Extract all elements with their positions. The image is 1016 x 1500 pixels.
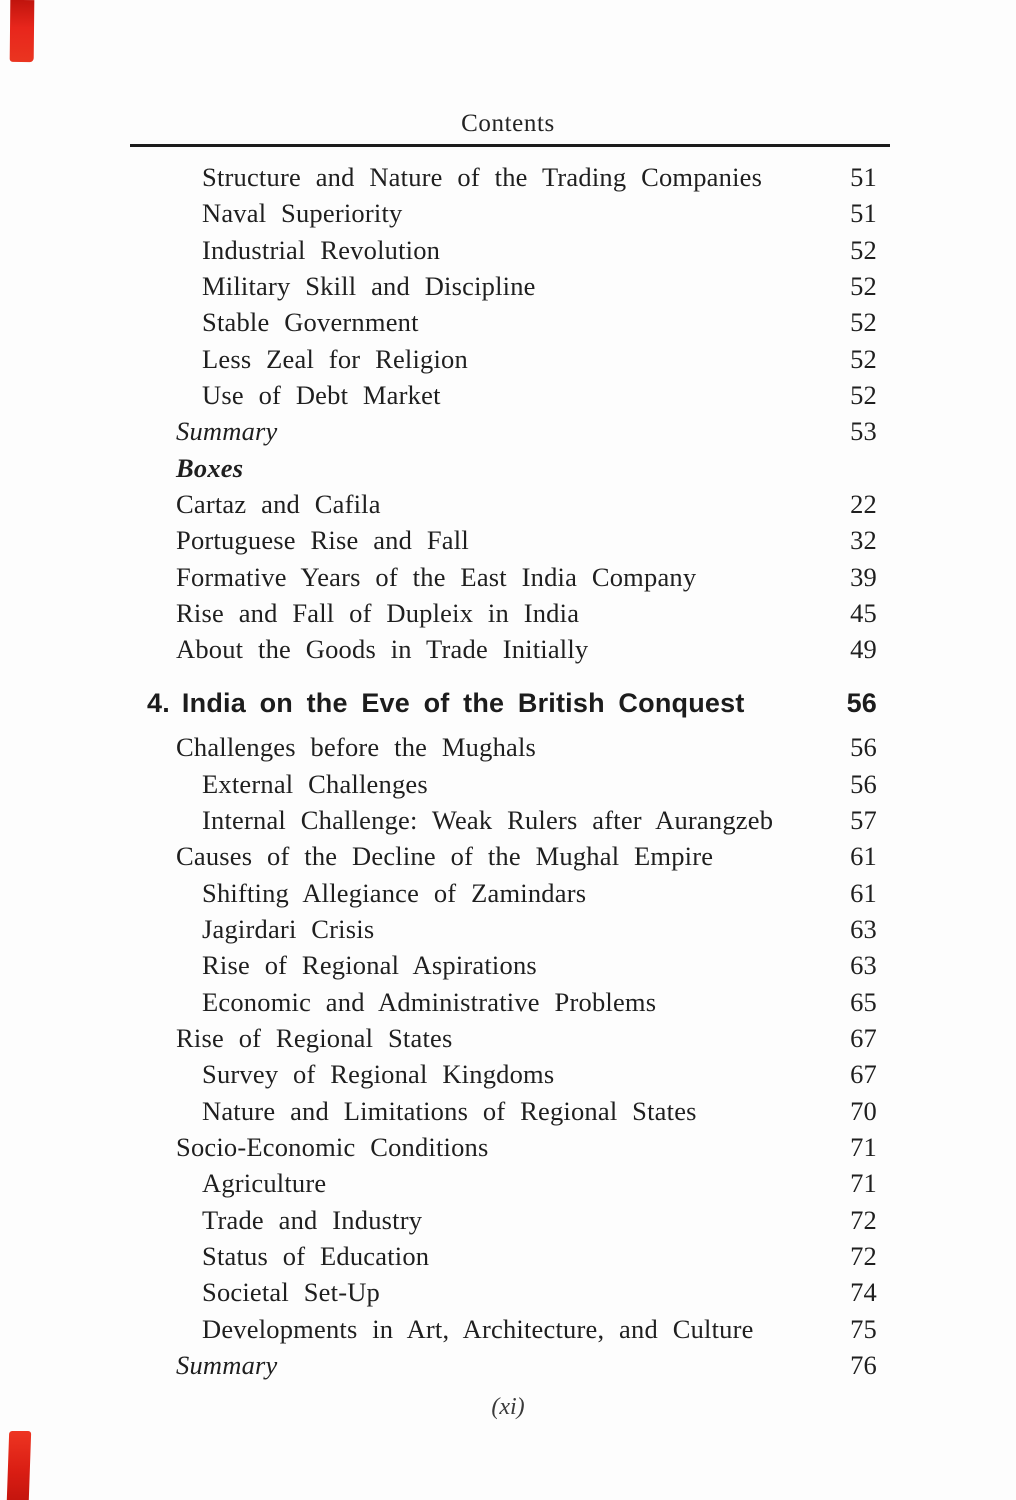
toc-entry-page: 56 <box>846 687 877 718</box>
toc-entry-title: Industrial Revolution <box>202 234 441 265</box>
header-rule <box>130 144 890 147</box>
toc-entry-title: Boxes <box>176 452 244 483</box>
toc-entry-title: Developments in Art, Architecture, and Culture <box>202 1313 754 1344</box>
toc-entry <box>130 838 890 874</box>
toc-entry-page: 52 <box>850 380 877 411</box>
toc-entry <box>130 595 890 631</box>
red-cover-edge-mark-bottom <box>7 1431 31 1500</box>
toc-entry-page: 71 <box>850 1168 877 1199</box>
toc-entry <box>130 413 890 449</box>
toc-entry-title: Cartaz and Cafila <box>176 489 381 520</box>
toc-entry-page: 75 <box>850 1313 877 1344</box>
contents-heading: Contents <box>461 110 555 137</box>
toc-entry <box>130 341 890 377</box>
toc-entry-title: Shifting Allegiance of Zamindars <box>202 877 587 908</box>
toc-entry-page: 67 <box>850 1022 877 1053</box>
toc-entry <box>130 947 890 983</box>
toc-entry-page: 45 <box>850 598 877 629</box>
folio-page-number: (xi) <box>491 1394 525 1420</box>
toc-entry-page: 70 <box>850 1095 877 1126</box>
toc-entry-title: Internal Challenge: Weak Rulers after Aurangzeb <box>202 804 774 835</box>
toc-entry-page: 72 <box>850 1240 877 1271</box>
toc-entry <box>130 1202 890 1238</box>
toc-entry-title: About the Goods in Trade Initially <box>176 634 589 665</box>
toc-entry-page: 53 <box>850 416 877 447</box>
toc-entry-page: 76 <box>850 1350 877 1380</box>
toc-entry-title: Formative Years of the East India Company <box>176 561 697 592</box>
toc-entry <box>130 911 890 947</box>
toc-entry-title: India on the Eve of the British Conquest <box>181 687 745 718</box>
toc-entry-page: 51 <box>850 162 877 192</box>
toc-entry <box>130 984 890 1020</box>
toc-entry-title: Challenges before the Mughals <box>176 732 537 763</box>
toc-entry <box>130 1311 890 1347</box>
toc-entry <box>130 159 890 195</box>
toc-entry-title: Survey of Regional Kingdoms <box>202 1059 555 1090</box>
toc-entry <box>130 1020 890 1056</box>
toc-entry-title: Summary <box>176 1350 278 1380</box>
toc-entry-title: Structure and Nature of the Trading Companies <box>202 162 763 192</box>
toc-entry <box>130 1129 890 1165</box>
red-cover-edge-mark-top <box>10 0 35 62</box>
toc-entry <box>130 522 890 558</box>
toc-entry-page: 57 <box>850 804 877 835</box>
toc-entry-title: Rise and Fall of Dupleix in India <box>176 598 580 629</box>
toc-entry-title: Stable Government <box>202 307 419 338</box>
toc-entry-page: 49 <box>850 634 877 665</box>
toc-entry-title: Use of Debt Market <box>202 380 441 411</box>
toc-entry <box>130 729 890 765</box>
toc-entry-title: Trade and Industry <box>202 1204 423 1235</box>
toc-entry-page: 74 <box>850 1277 877 1308</box>
toc-entry <box>130 1056 890 1092</box>
toc-entry <box>130 559 890 595</box>
toc-entry <box>130 232 890 268</box>
toc-entry-page: 52 <box>850 234 877 265</box>
toc-entry-number: 4. <box>147 687 170 718</box>
toc-entry <box>130 875 890 911</box>
toc-entry <box>130 631 890 667</box>
toc-entry-title: External Challenges <box>202 768 428 799</box>
toc-entry <box>130 802 890 838</box>
toc-entry-page: 61 <box>850 841 877 872</box>
toc-entry <box>130 1093 890 1129</box>
toc-list <box>130 159 890 1383</box>
toc-entry <box>130 1347 890 1383</box>
toc-entry-page: 32 <box>850 525 877 556</box>
toc-entry <box>130 450 890 486</box>
toc-entry-page: 67 <box>850 1059 877 1090</box>
toc-entry-title: Economic and Administrative Problems <box>202 986 657 1017</box>
toc-entry-title: Jagirdari Crisis <box>202 913 375 944</box>
toc-entry-page: 72 <box>850 1204 877 1235</box>
toc-entry-title: Rise of Regional Aspirations <box>202 950 537 981</box>
toc-entry-page: 51 <box>850 198 877 229</box>
toc-entry-page: 71 <box>850 1131 877 1162</box>
toc-entry <box>130 1274 890 1310</box>
toc-entry-title: Causes of the Decline of the Mughal Empire <box>176 841 714 872</box>
toc-entry-title: Summary <box>176 416 278 447</box>
toc-entry-title: Naval Superiority <box>202 198 403 229</box>
toc-entry-page: 63 <box>850 913 877 944</box>
toc-chapter-entry <box>130 685 890 721</box>
toc-entry <box>130 1165 890 1201</box>
toc-entry-page: 52 <box>850 271 877 302</box>
toc-entry-page: 22 <box>850 489 877 520</box>
toc-entry <box>130 766 890 802</box>
toc-entry-title: Rise of Regional States <box>176 1022 453 1053</box>
toc-entry-title: Socio-Economic Conditions <box>176 1131 489 1162</box>
toc-entry-title: Agriculture <box>202 1168 327 1199</box>
toc-entry <box>130 486 890 522</box>
toc-entry-title: Less Zeal for Religion <box>202 343 468 374</box>
toc-entry-page: 52 <box>850 307 877 338</box>
toc-entry-title: Societal Set-Up <box>202 1277 381 1308</box>
toc-entry-title: Nature and Limitations of Regional States <box>202 1095 697 1126</box>
toc-entry <box>130 377 890 413</box>
toc-entry <box>130 268 890 304</box>
toc-entry <box>130 304 890 340</box>
toc-entry-title: Portuguese Rise and Fall <box>176 525 469 556</box>
toc-entry-page: 65 <box>850 986 877 1017</box>
toc-entry <box>130 195 890 231</box>
toc-entry <box>130 1238 890 1274</box>
toc-entry-page: 52 <box>850 343 877 374</box>
toc-entry-page: 39 <box>850 561 877 592</box>
toc-entry-page: 61 <box>850 877 877 908</box>
toc-entry-page: 63 <box>850 950 877 981</box>
toc-entry-page: 56 <box>850 768 877 799</box>
toc-entry-title: Military Skill and Discipline <box>202 271 536 302</box>
toc-entry-page: 56 <box>850 732 877 763</box>
toc-entry-title: Status of Education <box>202 1240 430 1271</box>
